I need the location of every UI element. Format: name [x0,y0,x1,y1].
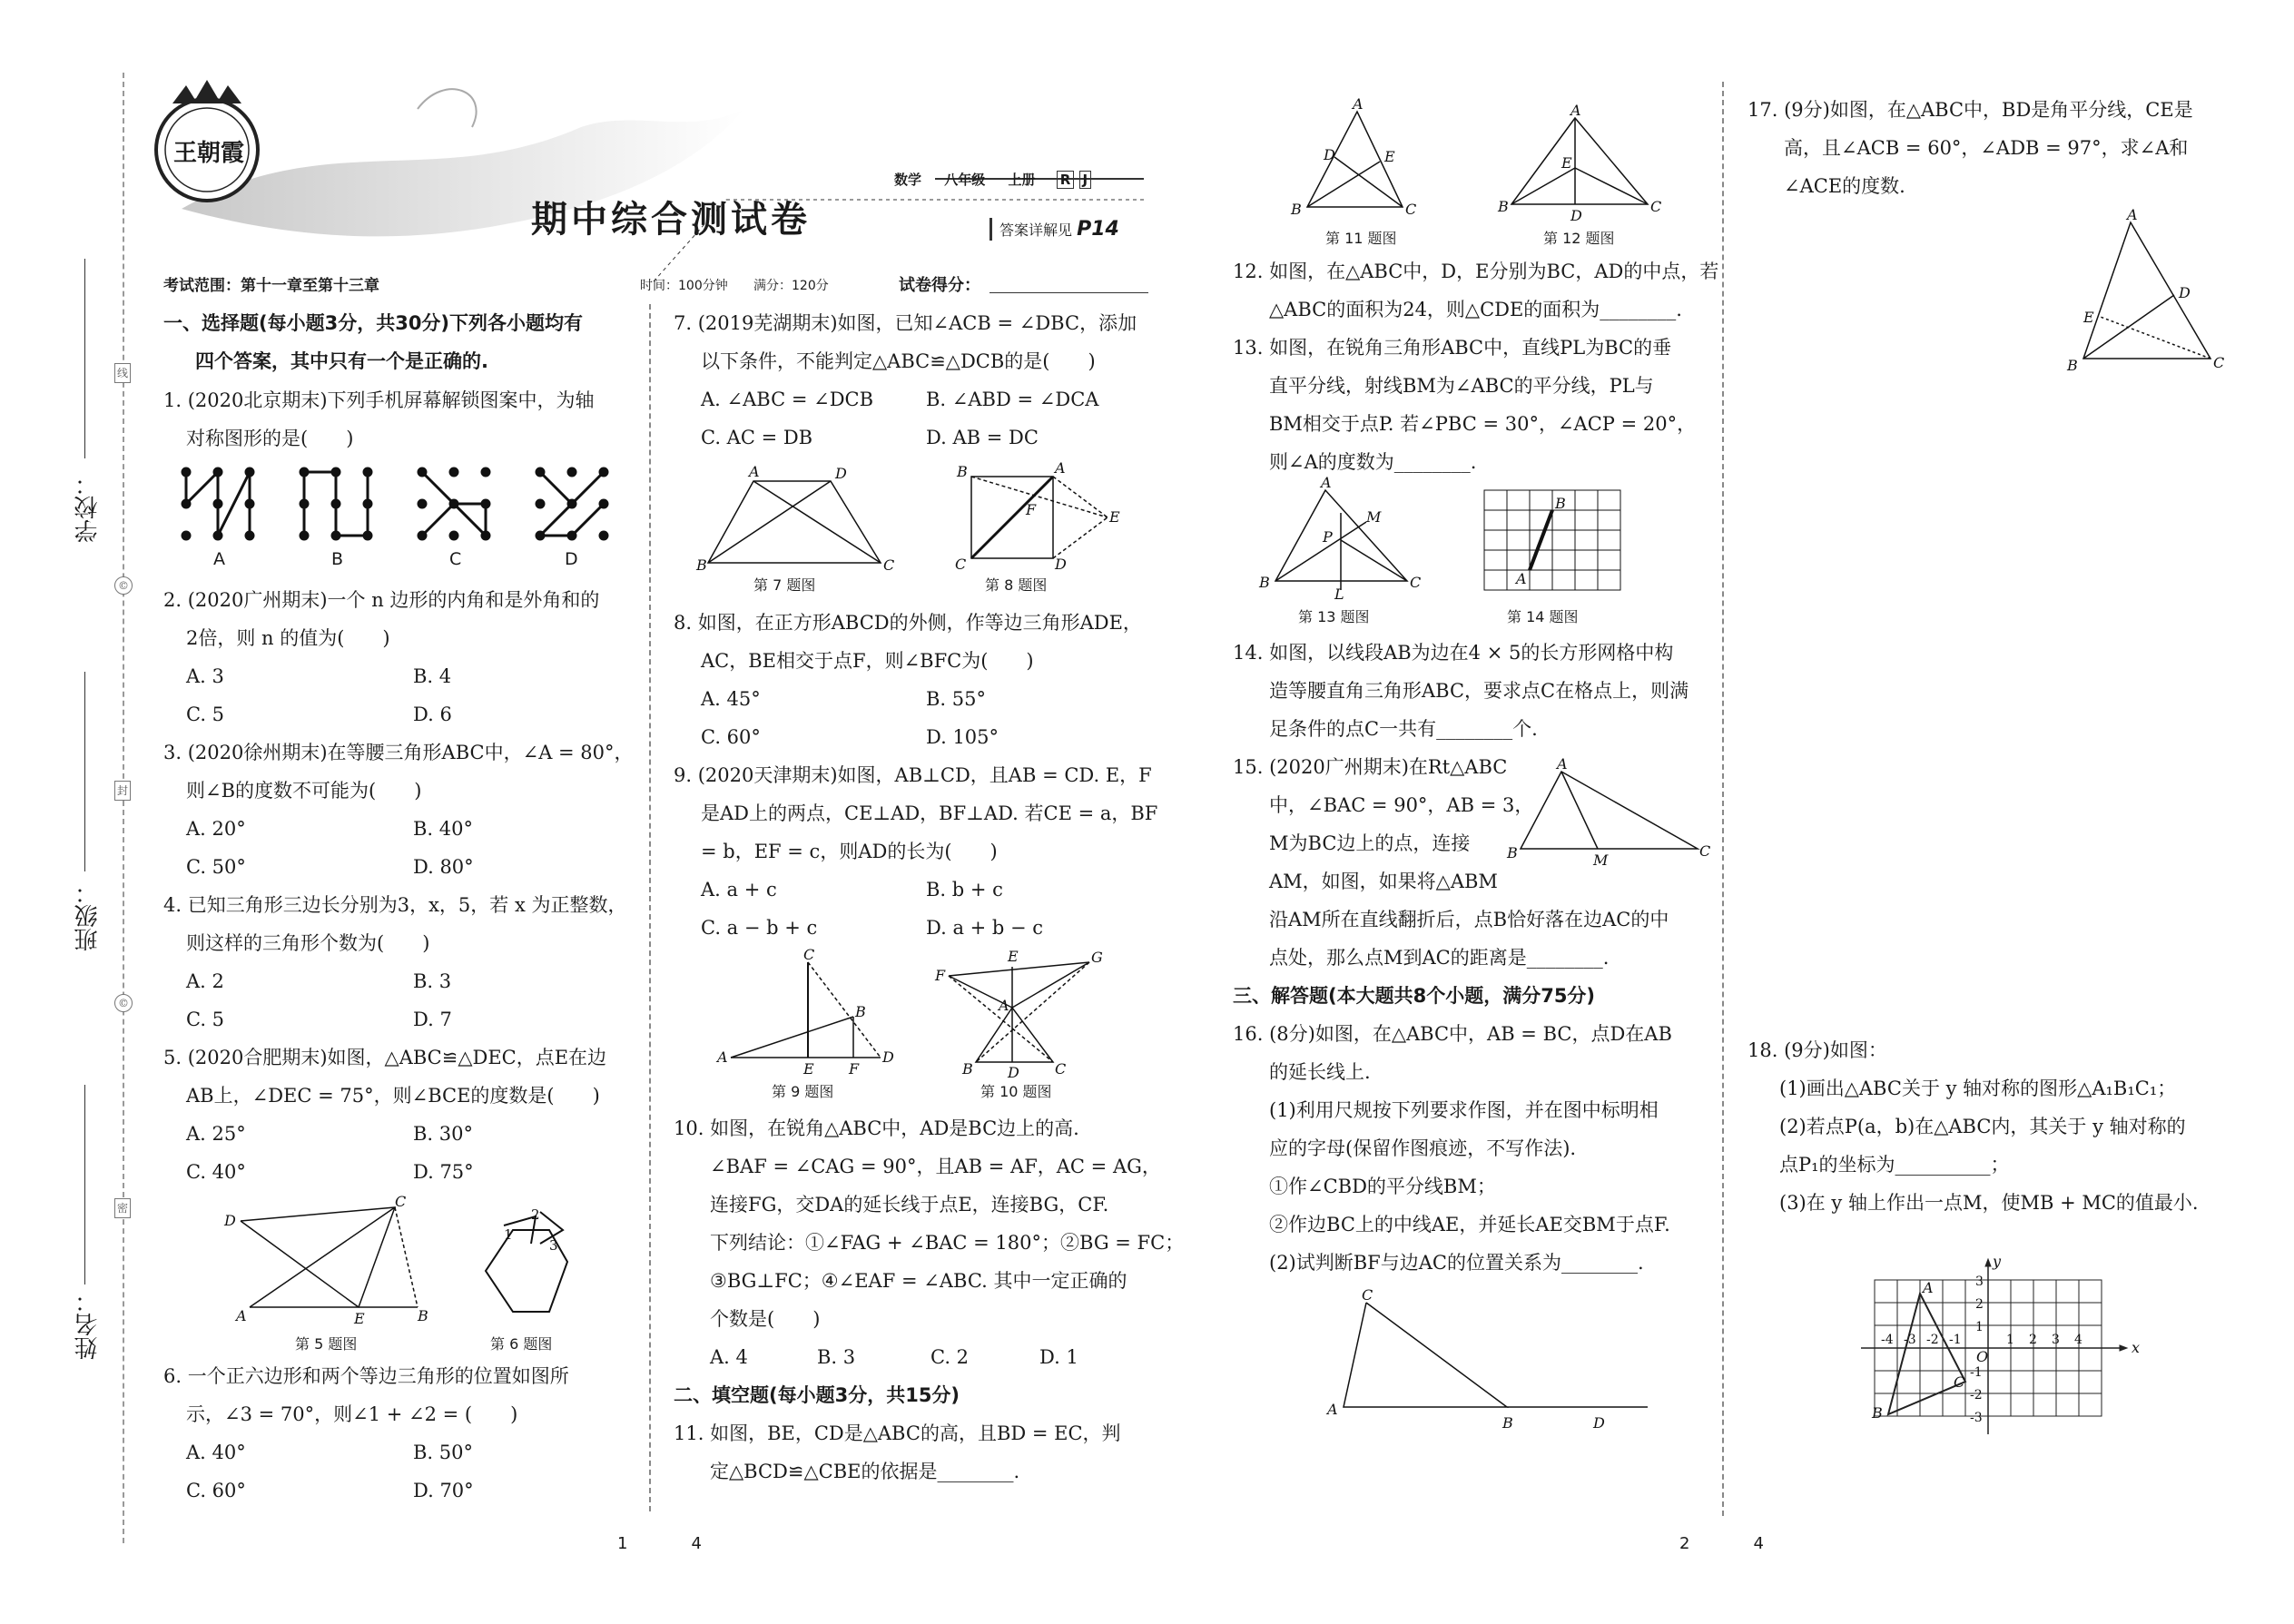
q7-text-2: 以下条件，不能判定△ABC≌△DCB的是( ) [701,350,1096,372]
page-number-1-b: 4 [691,1534,702,1553]
svg-text:B: B [1259,574,1270,591]
svg-text:C: C [1405,201,1417,218]
page-title: 期中综合测试卷 [531,198,811,241]
volume-tag: 上册 [1008,172,1036,188]
svg-text:E: E [1384,148,1395,165]
subject-tags [894,170,1091,189]
q7-option-d[interactable]: D. AB = DC [926,427,1039,448]
q13-figure [1257,474,1422,603]
q8-text: 8. 如图，在正方形ABCD的外侧，作等边三角形ADE， [674,612,1142,634]
exam-scope: 考试范围：第十一章至第十三章 [163,277,379,295]
svg-text:C: C [1362,1286,1373,1304]
fig7-caption: 第 7 题图 [753,576,816,594]
q14-text: 14. 如图，以线段AB为边在4 × 5的长方形网格中构 [1233,642,1674,664]
q5-option-a[interactable]: A. 25° [186,1123,246,1145]
q18-text-3: (2)若点P(a，b)在△ABC内，其关于 y 轴对称的 [1779,1116,2186,1137]
q14-figure [1471,486,1625,595]
q7-option-b[interactable]: B. ∠ABD = ∠DCA [926,389,1099,410]
q14-text-3: 足条件的点C一共有________个. [1269,718,1538,740]
q7-figure [694,463,903,572]
q3-text: 3. (2020徐州期末)在等腰三角形ABC中，∠A = 80°， [163,742,634,763]
q2-option-d[interactable]: D. 6 [413,704,452,725]
svg-text:D: D [1593,1414,1605,1432]
svg-text:M: M [1593,851,1609,869]
svg-text:E: E [2083,309,2094,326]
name-field[interactable] [84,1085,85,1284]
q9-option-a[interactable]: A. a + c [701,879,777,901]
q7-text: 7. (2019芜湖期末)如图，已知∠ACB = ∠DBC，添加 [674,312,1137,334]
svg-text:D: D [835,465,847,482]
class-field[interactable] [84,672,85,871]
q16-text-5: ①作∠CBD的平分线BM； [1269,1176,1496,1197]
q10-text-6: 个数是( ) [710,1308,821,1330]
x-axis-label: x [2132,1339,2141,1356]
page-number-2-a: 2 [1679,1534,1690,1553]
edition-tag-2: J [1079,171,1092,189]
svg-text:B: B [1555,495,1566,512]
svg-text:B: B [1502,1414,1513,1432]
q2-option-b[interactable]: B. 4 [413,665,452,687]
grade-tag: 八年级 [944,172,986,188]
svg-text:A: A [1321,474,1332,491]
svg-text:C: C [883,556,895,574]
fig9-caption: 第 9 题图 [772,1083,834,1100]
svg-text:-4: -4 [1881,1333,1894,1347]
svg-text:3: 3 [549,1237,558,1254]
svg-text:E: E [1109,508,1120,526]
q15-text-4: AM，如图，如果将△ABM [1269,871,1498,892]
x-ticks [1881,1333,2082,1347]
q13-text-4: 则∠A的度数为________. [1269,451,1477,473]
q5-figure [222,1193,440,1327]
fig5-caption: 第 5 题图 [295,1335,358,1353]
q10-text-4: 下列结论：①∠FAG + ∠BAC = 180°；②BG = FC； [710,1232,1185,1254]
svg-text:C: C [395,1193,407,1210]
q16-text-6: ②作边BC上的中线AE，并延长AE交BM于点F. [1269,1214,1670,1235]
svg-text:D: D [1324,146,1335,163]
svg-text:4: 4 [2074,1333,2082,1347]
q16-figure [1325,1286,1661,1434]
svg-text:-3: -3 [1970,1411,1983,1425]
exam-fullscore: 满分：120分 [753,279,829,293]
svg-text:A: A [749,463,760,480]
svg-text:1: 1 [504,1226,513,1243]
q1-option-label: D [565,549,578,569]
svg-text:G: G [1091,949,1103,966]
q2-option-a[interactable]: A. 3 [186,665,224,687]
svg-text:C: C [803,946,815,963]
page-number-1 [617,1534,702,1553]
svg-text:B: B [855,1003,866,1020]
svg-text:1: 1 [2006,1333,2014,1347]
seal-mark-secret: 密 [114,1198,131,1218]
q18-text-2: (1)画出△ABC关于 y 轴对称的图形△A₁B₁C₁； [1779,1078,2177,1099]
svg-text:D: D [224,1212,236,1229]
q6-option-c[interactable]: C. 60° [186,1480,246,1501]
q17-text: 17. (9分)如图，在△ABC中，BD是角平分线，CE是 [1748,99,2193,121]
q10-text-3: 连接FG，交DA的延长线于点E，连接BG，CF. [710,1194,1109,1216]
section-1-title-2: 四个答案，其中只有一个是正确的. [195,350,488,372]
svg-text:C: C [1954,1373,1965,1391]
svg-text:A: A [1353,95,1364,113]
exam-score-label: 试卷得分： [899,276,980,295]
svg-text:A: A [1516,570,1527,587]
y-axis-label: y [1993,1253,2002,1270]
svg-text:D: D [882,1048,894,1066]
fig12-caption: 第 12 题图 [1543,230,1615,247]
q1-figures [177,463,622,554]
svg-text:A: A [1327,1401,1338,1418]
svg-text:2: 2 [531,1206,540,1223]
section-1-title: 一、选择题(每小题3分，共30分)下列各小题均有 [163,312,584,334]
q17-text-2: 高，且∠ACB = 60°，∠ADB = 97°，求∠A和 [1784,137,2189,159]
svg-text:B: B [1291,201,1302,218]
q10-text-2: ∠BAF = ∠CAG = 90°，且AB = AF，AC = AG， [710,1156,1161,1177]
q13-text-2: 直平分线，射线BM为∠ABC的平分线，PL与 [1269,375,1654,397]
q8-option-a[interactable]: A. 45° [701,688,761,710]
q4-option-d[interactable]: D. 7 [413,1009,452,1030]
q10-option-d[interactable]: D. 1 [1039,1346,1078,1368]
svg-text:A: A [236,1307,247,1324]
svg-text:A: A [1923,1279,1934,1296]
answer-page: P14 [1077,218,1119,241]
q13-text-3: BM相交于点P. 若∠PBC = 30°，∠ACP = 20°， [1269,413,1697,435]
q1-text: 1. (2020北京期末)下列手机屏幕解锁图案中，为轴 [163,389,595,411]
q6-option-d[interactable]: D. 70° [413,1480,474,1501]
q8-figure [953,458,1135,572]
binding-dashed-line [123,73,124,1543]
svg-text:M: M [1366,508,1382,526]
seal-mark-seal: 封 [114,781,131,801]
school-label: 学校： [74,472,102,543]
svg-text:E: E [1561,154,1572,172]
logo-text: 王朝霞 [173,140,245,167]
svg-text:A: A [1570,102,1581,119]
q5-option-c[interactable]: C. 40° [186,1161,246,1183]
fig8-caption: 第 8 题图 [985,576,1048,594]
q4-option-b[interactable]: B. 3 [413,970,452,992]
q8-text-2: AC，BE相交于点F，则∠BFC为( ) [701,650,1034,672]
page-number-1-a: 1 [617,1534,628,1553]
fig11-caption: 第 11 题图 [1325,230,1397,247]
subject-tag: 数学 [894,172,922,188]
svg-text:A: A [999,997,1009,1014]
fig6-caption: 第 6 题图 [490,1335,553,1353]
q16-text-3: (1)利用尺规按下列要求作图，并在图中标明相 [1269,1099,1659,1121]
svg-text:C: C [1650,198,1662,215]
q4-option-c[interactable]: C. 5 [186,1009,225,1030]
q15-text-3: M为BC边上的点，连接 [1269,832,1471,854]
name-label: 姓名： [74,1289,102,1360]
q4-option-a[interactable]: A. 2 [186,970,224,992]
q3-option-d[interactable]: D. 80° [413,856,474,878]
svg-text:-2: -2 [1926,1333,1939,1347]
q3-option-a[interactable]: A. 20° [186,818,246,840]
fig14-caption: 第 14 题图 [1507,608,1579,625]
svg-text:-1: -1 [1970,1365,1983,1380]
svg-text:A: A [2127,206,2138,223]
svg-text:2: 2 [2029,1333,2037,1347]
q6-text: 6. 一个正六边形和两个等边三角形的位置如图所 [163,1365,569,1387]
edition-tag: R [1057,171,1075,189]
svg-text:F: F [849,1060,860,1078]
column-divider [649,304,651,1511]
svg-text:C: C [1410,574,1422,591]
q12-text: 12. 如图，在△ABC中，D，E分别为BC，AD的中点，若 [1233,261,1719,282]
q8-option-c[interactable]: C. 60° [701,726,761,748]
q8-option-d[interactable]: D. 105° [926,726,999,748]
svg-text:D: D [2179,284,2191,301]
q11-figure [1289,95,1417,225]
q13-text: 13. 如图，在锐角三角形ABC中，直线PL为BC的垂 [1233,337,1672,359]
fig13-caption: 第 13 题图 [1298,608,1370,625]
q10-option-a[interactable]: A. 4 [710,1346,748,1368]
q5-option-b[interactable]: B. 30° [413,1123,474,1145]
svg-text:B: B [1498,198,1509,215]
fig10-caption: 第 10 题图 [980,1083,1052,1100]
q4-text-2: 则这样的三角形个数为( ) [186,932,430,954]
svg-text:1: 1 [1975,1320,1984,1334]
q17-text-3: ∠ACE的度数. [1784,175,1905,197]
q12-text-2: △ABC的面积为24，则△CDE的面积为________. [1269,299,1682,320]
q15-text: 15. (2020广州期末)在Rt△ABC [1233,756,1508,778]
q3-text-2: 则∠B的度数不可能为( ) [186,780,422,802]
school-field[interactable] [84,259,85,458]
q6-figure [477,1203,586,1325]
q6-text-2: 示，∠3 = 70°，则∠1 + ∠2 = ( ) [186,1403,518,1425]
q10-option-b[interactable]: B. 3 [817,1346,856,1368]
q5-text-2: AB上，∠DEC = 75°，则∠BCE的度数是( ) [186,1085,600,1107]
q18-coordinate-grid [1852,1253,2142,1452]
q10-figure [935,949,1103,1080]
svg-text:3: 3 [1975,1275,1984,1289]
svg-text:D: D [1008,1064,1019,1081]
q2-text-2: 2倍，则 n 的值为( ) [186,627,390,649]
svg-text:B: B [696,556,707,574]
svg-text:B: B [1507,844,1518,861]
svg-text:C: C [2213,354,2225,371]
svg-text:E: E [1008,948,1019,965]
q9-text-3: = b，EF = c，则AD的长为( ) [701,841,998,862]
svg-text:B: B [2067,357,2078,374]
svg-text:B: B [418,1307,428,1324]
svg-text:A: A [1557,755,1568,773]
svg-text:D: D [1055,556,1067,573]
q11-text: 11. 如图，BE，CD是△ABC的高，且BD = EC，判 [674,1422,1121,1444]
q14-text-2: 造等腰直角三角形ABC，要求点C在格点上，则满 [1269,680,1689,702]
q1-text-2: 对称图形的是( ) [186,428,354,449]
svg-text:A: A [1055,459,1066,477]
svg-text:E: E [354,1310,365,1327]
svg-text:-2: -2 [1970,1388,1983,1403]
page-number-2 [1679,1534,1764,1553]
svg-text:B: B [957,463,968,480]
svg-text:C: C [1055,1060,1067,1078]
q1-option-label: B [331,549,344,569]
q15-text-6: 点处，那么点M到AC的距离是________. [1269,947,1610,969]
q15-figure [1507,755,1716,869]
q10-text-5: ③BG⊥FC；④∠EAF = ∠ABC. 其中一定正确的 [710,1270,1127,1292]
q9-option-d[interactable]: D. a + b − c [926,917,1044,939]
q1-option-label: C [449,549,462,569]
q2-text: 2. (2020广州期末)一个 n 边形的内角和是外角和的 [163,589,600,611]
column-divider [1722,82,1724,1516]
q18-text-5: (3)在 y 轴上作出一点M，使MB + MC的值最小. [1779,1192,2199,1214]
q1-option-label: A [213,549,225,569]
origin-label: O [1976,1348,1989,1365]
q15-text-2: 中，∠BAC = 90°，AB = 3， [1269,794,1534,816]
svg-text:D: D [1570,207,1582,224]
q9-text-2: 是AD上的两点，CE⊥AD，BF⊥AD. 若CE = a，BF [701,802,1158,824]
svg-text:L: L [1334,586,1344,603]
q4-text: 4. 已知三角形三边长分别为3，x，5，若 x 为正整数， [163,894,627,916]
q6-option-b[interactable]: B. 50° [413,1442,474,1463]
section-2-title: 二、填空题(每小题3分，共15分) [674,1384,960,1406]
seal-mark-line: 线 [114,363,131,383]
q11-text-2: 定△BCD≌△CBE的依据是________. [710,1461,1020,1482]
class-label: 班级： [74,881,102,951]
q10-option-c[interactable]: C. 2 [930,1346,970,1368]
q17-figure [2065,206,2233,377]
q5-text: 5. (2020合肥期末)如图，△ABC≌△DEC，点E在边 [163,1047,607,1068]
svg-text:B: B [962,1060,973,1078]
q16-text-4: 应的字母(保留作图痕迹，不写作法). [1269,1137,1577,1159]
exam-time: 时间：100分钟 [640,279,728,293]
q8-option-b[interactable]: B. 55° [926,688,987,710]
svg-text:B: B [1872,1404,1883,1422]
q16-text: 16. (8分)如图，在△ABC中，AB = BC，点D在AB [1233,1023,1672,1045]
q9-figure [717,946,899,1078]
svg-text:C: C [1699,842,1711,860]
q9-option-c[interactable]: C. a − b + c [701,917,818,939]
q18-text-4: 点P₁的坐标为__________； [1779,1154,2010,1176]
svg-text:F: F [1026,501,1037,518]
q10-text: 10. 如图，在锐角△ABC中，AD是BC边上的高. [674,1117,1079,1139]
section-3-title: 三、解答题(本大题共8个小题，满分75分) [1233,985,1596,1007]
svg-text:-1: -1 [1949,1333,1962,1347]
q15-text-5: 沿AM所在直线翻折后，点B恰好落在边AC的中 [1269,909,1669,930]
q16-text-7: (2)试判断BF与边AC的位置关系为________. [1269,1252,1644,1274]
q7-option-a[interactable]: A. ∠ABC = ∠DCB [701,389,874,410]
q3-option-c[interactable]: C. 50° [186,856,246,878]
svg-text:2: 2 [1975,1297,1984,1312]
svg-text:F: F [935,967,946,984]
svg-text:-3: -3 [1904,1333,1916,1347]
svg-text:A: A [717,1048,728,1066]
svg-text:C: C [955,556,967,573]
q16-text-2: 的延长线上. [1269,1061,1371,1083]
q3-option-b[interactable]: B. 40° [413,818,474,840]
q6-option-a[interactable]: A. 40° [186,1442,246,1463]
q12-figure [1498,104,1661,222]
binding-hole-icon: © [114,576,133,595]
svg-text:3: 3 [2052,1333,2060,1347]
svg-text:P: P [1323,528,1333,546]
q2-option-c[interactable]: C. 5 [186,704,225,725]
answer-ref [989,218,1119,241]
q7-option-c[interactable]: C. AC = DB [701,427,813,448]
binding-hole-icon: © [114,994,133,1012]
svg-text:E: E [803,1060,814,1078]
page-number-2-b: 4 [1753,1534,1764,1553]
answer-ref-text: 答案详解见 [999,221,1073,239]
exam-score-field[interactable] [989,292,1148,293]
q18-text: 18. (9分)如图： [1748,1039,1887,1061]
q5-option-d[interactable]: D. 75° [413,1161,474,1183]
q9-text: 9. (2020天津期末)如图，AB⊥CD，且AB = CD. E，F [674,764,1152,786]
q9-option-b[interactable]: B. b + c [926,879,1003,901]
